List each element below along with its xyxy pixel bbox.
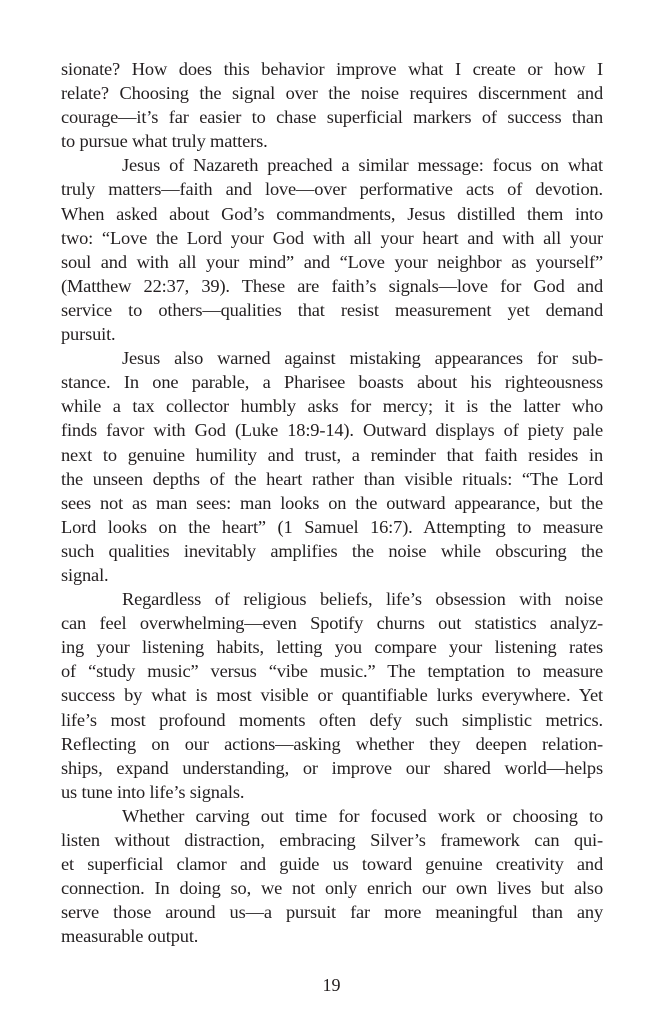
text-line: et superficial clamor and guide us toward genuine creativity and [61, 854, 603, 875]
text-line: Lord looks on the heart” (1 Samuel 16:7). Attempting to measure [61, 516, 603, 537]
paragraph-5 [61, 804, 603, 949]
text-line: When asked about God’s commandments, Jesus distilled them into [61, 203, 603, 224]
paragraph-3 [61, 346, 603, 587]
text-line: signal. [61, 564, 109, 585]
text-line: stance. In one parable, a Pharisee boasts about his righteousness [61, 372, 603, 393]
text-line: ing your listening habits, letting you compare your listening rates [61, 637, 603, 658]
text-line-first: Whether carving out time for focused work or choosing to [122, 805, 603, 826]
text-line: finds favor with God (Luke 18:9-14). Outward displays of piety pale [61, 420, 603, 441]
text-line: measurable output. [61, 926, 199, 947]
text-line: service to others—qualities that resist measurement yet demand [61, 299, 603, 320]
text-line: soul and with all your mind” and “Love your neighbor as yourself” [61, 251, 603, 272]
text-line: connection. In doing so, we not only enrich our own lives but also [61, 878, 603, 899]
text-line: ships, expand understanding, or improve our shared world—helps [61, 757, 603, 778]
body-text [61, 57, 603, 948]
text-line: the unseen depths of the heart rather than visible rituals: “The Lord [61, 468, 603, 489]
text-line: pursuit. [61, 324, 116, 345]
paragraph-2 [61, 153, 603, 346]
text-line: truly matters—faith and love—over performative acts of devotion. [61, 179, 603, 200]
text-line: while a tax collector humbly asks for mercy; it is the latter who [61, 396, 603, 417]
text-line: serve those around us—a pursuit far more meaningful than any [61, 902, 603, 923]
text-line: to pursue what truly matters. [61, 131, 268, 152]
text-line: (Matthew 22:37, 39). These are faith’s signals—love for God and [61, 275, 603, 296]
text-line: next to genuine humility and trust, a reminder that faith resides in [61, 444, 603, 465]
text-line: success by what is most visible or quantifiable lurks everywhere. Yet [61, 685, 603, 706]
text-line: relate? Choosing the signal over the noise requires discernment and [61, 83, 603, 104]
text-line: two: “Love the Lord your God with all your heart and with all your [61, 227, 603, 248]
text-line: us tune into life’s signals. [61, 781, 245, 802]
text-line-first: Jesus of Nazareth preached a similar message: focus on what [122, 155, 603, 176]
text-line: sees not as man sees: man looks on the outward appearance, but the [61, 492, 603, 513]
text-line-first: Jesus also warned against mistaking appearances for sub- [122, 348, 603, 369]
paragraph-1 [61, 57, 603, 153]
text-line-first: Regardless of religious beliefs, life’s obsession with noise [122, 589, 603, 610]
page-number: 19 [322, 975, 341, 995]
text-line: such qualities inevitably amplifies the noise while obscuring the [61, 540, 603, 561]
text-line: of “study music” versus “vibe music.” The temptation to measure [61, 661, 603, 682]
paragraph-4 [61, 587, 603, 804]
text-line: listen without distraction, embracing Silver’s framework can qui- [61, 830, 603, 850]
text-line: courage—it’s far easier to chase superficial markers of success than [61, 107, 603, 128]
text-line: sionate? How does this behavior improve what I create or how I [61, 59, 603, 79]
text-line: can feel overwhelming—even Spotify churns out statistics analyz- [61, 613, 603, 634]
text-line: life’s most profound moments often defy such simplistic metrics. [61, 709, 603, 730]
text-line: Reflecting on our actions—asking whether they deepen relation- [61, 733, 603, 754]
